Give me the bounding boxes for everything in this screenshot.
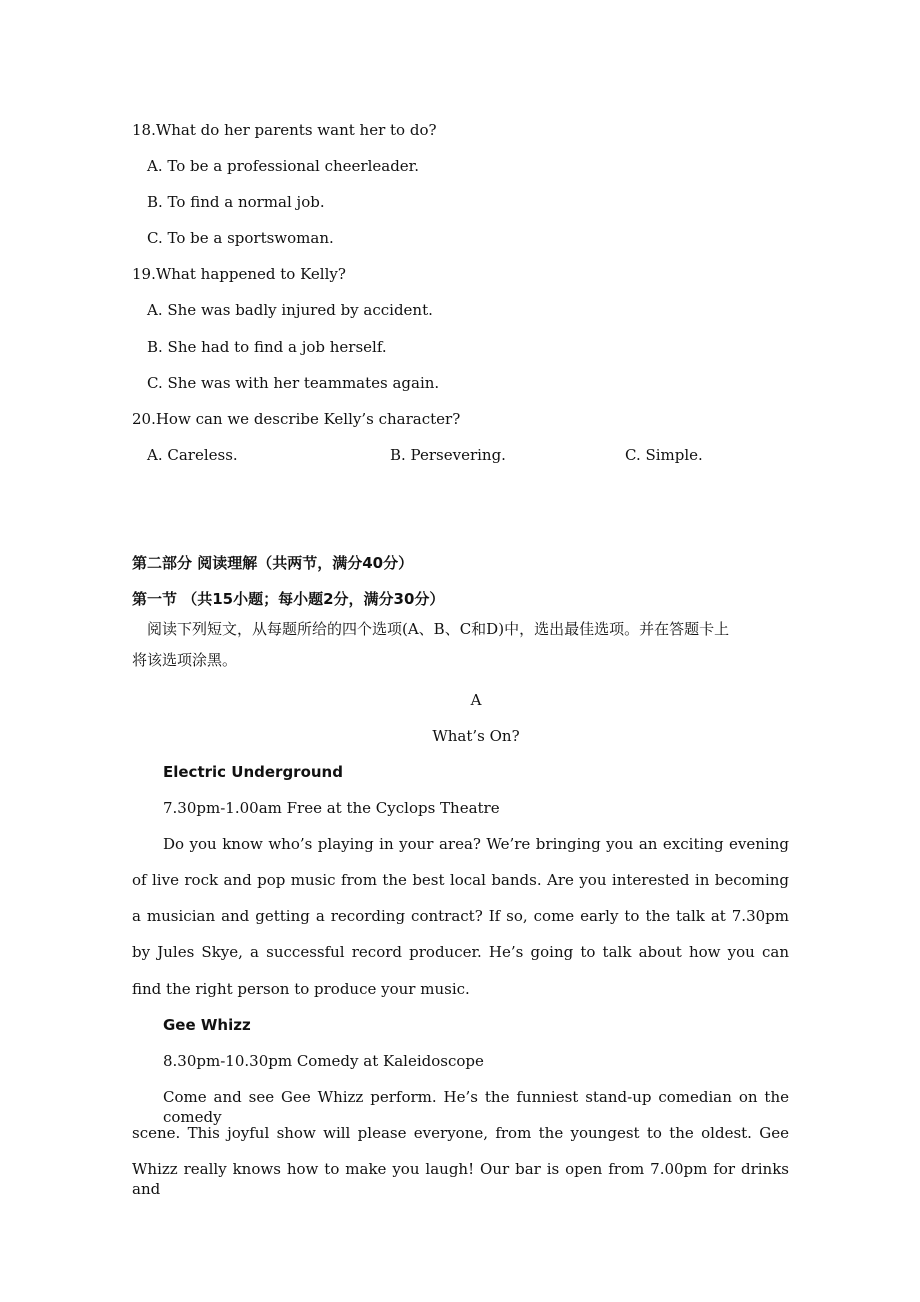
- question-19-stem: 19.What happened to Kelly?: [132, 265, 346, 283]
- question-18-option-c: C. To be a sportswoman.: [147, 229, 334, 247]
- section-instruction-line-2: 将该选项涂黑。: [132, 651, 238, 669]
- event-2-name: Gee Whizz: [163, 1016, 251, 1034]
- event-1-line-4: by Jules Skye, a successful record producer. He’s going to talk about how you can: [132, 943, 789, 961]
- event-1-line-5: find the right person to produce your music.: [132, 980, 470, 998]
- event-2-line-2: scene. This joyful show will please everyone, from the youngest to the oldest. Gee: [132, 1124, 789, 1142]
- question-20-option-c: C. Simple.: [625, 446, 703, 464]
- question-19-option-a: A. She was badly injured by accident.: [147, 301, 433, 319]
- passage-title: What’s On?: [432, 727, 520, 745]
- event-1-line-3: a musician and getting a recording contract? If so, come early to the talk at 7.30pm: [132, 907, 789, 925]
- passage-letter: A: [470, 691, 482, 709]
- section-sub-title: 第一节 （共15小题；每小题2分，满分30分）: [132, 590, 445, 608]
- event-2-line-3: Whizz really knows how to make you laugh! Our bar is open from 7.00pm for drinks and: [132, 1160, 789, 1198]
- event-1-line-1: Do you know who’s playing in your area? We’re bringing you an exciting evening: [163, 835, 789, 853]
- event-1-time: 7.30pm-1.00am Free at the Cyclops Theatre: [163, 799, 500, 817]
- question-18-stem: 18.What do her parents want her to do?: [132, 121, 437, 139]
- event-2-line-1: Come and see Gee Whizz perform. He’s the funniest stand-up comedian on the comedy: [163, 1088, 789, 1126]
- section-instruction-line-1: 阅读下列短文，从每题所给的四个选项(A、B、C和D)中，选出最佳选项。并在答题卡上: [147, 620, 730, 638]
- question-20-stem: 20.How can we describe Kelly’s character?: [132, 410, 461, 428]
- section-part-title: 第二部分 阅读理解（共两节，满分40分）: [132, 554, 414, 572]
- question-19-option-b: B. She had to find a job herself.: [147, 338, 387, 356]
- question-20-option-b: B. Persevering.: [390, 446, 506, 464]
- question-19-option-c: C. She was with her teammates again.: [147, 374, 440, 392]
- question-18-option-b: B. To find a normal job.: [147, 193, 325, 211]
- question-20-option-a: A. Careless.: [147, 446, 238, 464]
- question-18-option-a: A. To be a professional cheerleader.: [147, 157, 419, 175]
- event-1-line-2: of live rock and pop music from the best local bands. Are you interested in becoming: [132, 871, 789, 889]
- event-1-name: Electric Underground: [163, 763, 343, 781]
- event-2-time: 8.30pm-10.30pm Comedy at Kaleidoscope: [163, 1052, 484, 1070]
